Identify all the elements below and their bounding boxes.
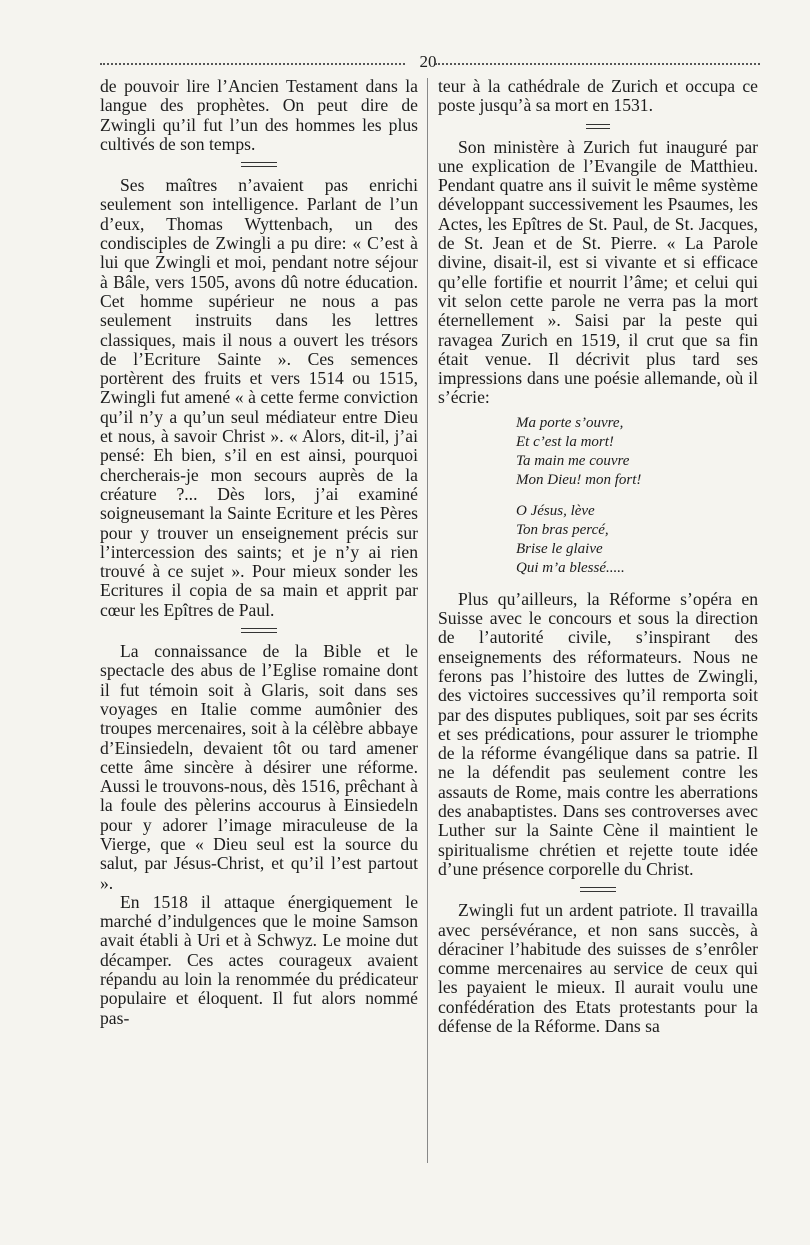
right-column [438,77,758,1036]
column-divider [427,78,428,1163]
paragraph: teur à la cathédrale de Zurich et occupa ce poste jusqu’à sa mort en 1531. [438,76,758,116]
poem-line: Ma porte s’ouvre, [516,414,624,431]
left-column [100,77,418,1028]
poem-line: Qui m’a blessé..... [516,559,625,576]
paragraph: Plus qu’ailleurs, la Réforme s’opéra en Suisse avec le concours et sous la direction de l’autorité civile, s’inspirant des enseignements des réformateurs. Nous ne ferons pas l’histoire des luttes de Zwingli, des victoires successives qu’il remporta soit par des disputes publiques, soit par ses écrits et ses prédications, pour assurer le triomphe de la réforme évangélique dans sa patrie. Il ne la défendit pas seulement contre les assauts de Rome, mais contre les aberrations des anabaptistes. Dans ses controverses avec Luther sur la Sainte Cène il maintient le spiritualisme chrétien et rejette toute idée d’une présence corporelle du Christ. [438,588,758,879]
section-separator [241,162,277,167]
paragraph: En 1518 il attaque énergiquement le marché d’indulgences que le moine Samson avait établi à Uri et à Schwyz. Le moine dut décamper. Ces actes courageux avaient répandu au loin la renommée du prédicateur populaire et éloquent. Il fut alors nommé pas- [100,891,418,1028]
poem-line: Ton bras percé, [516,521,609,538]
poem-line: Brise le glaive [516,540,603,557]
paragraph: La connaissance de la Bible et le spectacle des abus de l’Eglise romaine dont il fut témoin soit à Glaris, soit dans ses voyages en Italie comme aumônier des troupes mercenaires, soit à la célèbre abbaye d’Einsiedeln, devaient tôt ou tard amener cette âme sincère à désirer une réforme. Aussi le trouvons-nous, dès 1516, prêchant à la foule des pèlerins accourus à Einsiedeln pour y adorer l’image miraculeuse de la Vierge, que « Dieu seul est la source du salut, par Jésus-Christ, et qu’il l’est partout ». [100,641,418,893]
paragraph: de pouvoir lire l’Ancien Testament dans la langue des prophètes. On peut dire de Zwingli qu’il fut l’un des hommes les plus cultivés de son temps. [100,76,418,154]
poem [516,414,758,578]
page-header [100,52,760,74]
poem-line: O Jésus, lève [516,502,595,519]
poem-line: Ta main me couvre [516,452,630,469]
poem-line: Et c’est la mort! [516,433,614,450]
section-separator [580,887,616,892]
section-separator [241,628,277,633]
page-number: 20 [419,52,437,71]
header-rule-right [435,63,760,65]
paragraph: Ses maîtres n’avaient pas enrichi seulement son intelligence. Parlant de l’un d’eux, Thomas Wyttenbach, un des condisciples de Zwingli a pu dire: « C’est à lui que Zwingli et moi, pendant notre séjour à Bâle, vers 1505, avons dû notre éducation. Cet homme supérieur ne nous a pas seulement instruits dans les lettres classiques, mais il nous a ouvert les trésors de l’Ecriture Sainte ». Ces semences portèrent des fruits et vers 1514 ou 1515, Zwingli fut amené « à cette ferme conviction qu’il n’y a qu’un seul médiateur entre Dieu et nous, à savoir Christ ». « Alors, dit-il, j’ai pensé: Eh bien, s’il en est ainsi, pourquoi chercherais-je mon secours auprès de la créature ?... Dès lors, j’ai examiné soigneusemant la Sainte Ecriture et les Pères pour y trouver un enseignement précis sur l’intercession des saints; et je n’y ai rien trouvé à ce sujet ». Pour mieux sonder les Ecritures il copia de sa main et apprit par cœur les Epîtres de Paul. [100,175,418,620]
paragraph: Son ministère à Zurich fut inauguré par une explication de l’Evangile de Matthieu. Pendant quatre ans il suivit le même système développant successivement les Psaumes, les Actes, les Epîtres de St. Paul, de St. Jacques, de St. Jean et de St. Pierre. « La Parole divine, disait-il, est si vivante et si efficace qu’elle fortifie et nourrit l’âme; et celui qui vit selon cette parole ne verra pas la mort éternellement ». Saisi par la peste qui ravagea Zurich en 1519, il crut que sa fin était venue. Il décrivit plus tard ses impressions dans une poésie allemande, où il s’écrie: [438,136,758,408]
section-separator [586,124,610,129]
poem-stanza [516,414,758,490]
poem-line: Mon Dieu! mon fort! [516,471,642,488]
paragraph: Zwingli fut un ardent patriote. Il travailla avec persévérance, et non sans succès, à déraciner l’habitude des suisses de s’enrôler comme mercenaires au service de ceux qui les payaient le mieux. Il aurait voulu une confédération des Etats protestants pour la défense de la Réforme. Dans sa [438,900,758,1036]
header-rule-left [100,63,405,65]
poem-stanza [516,502,758,578]
